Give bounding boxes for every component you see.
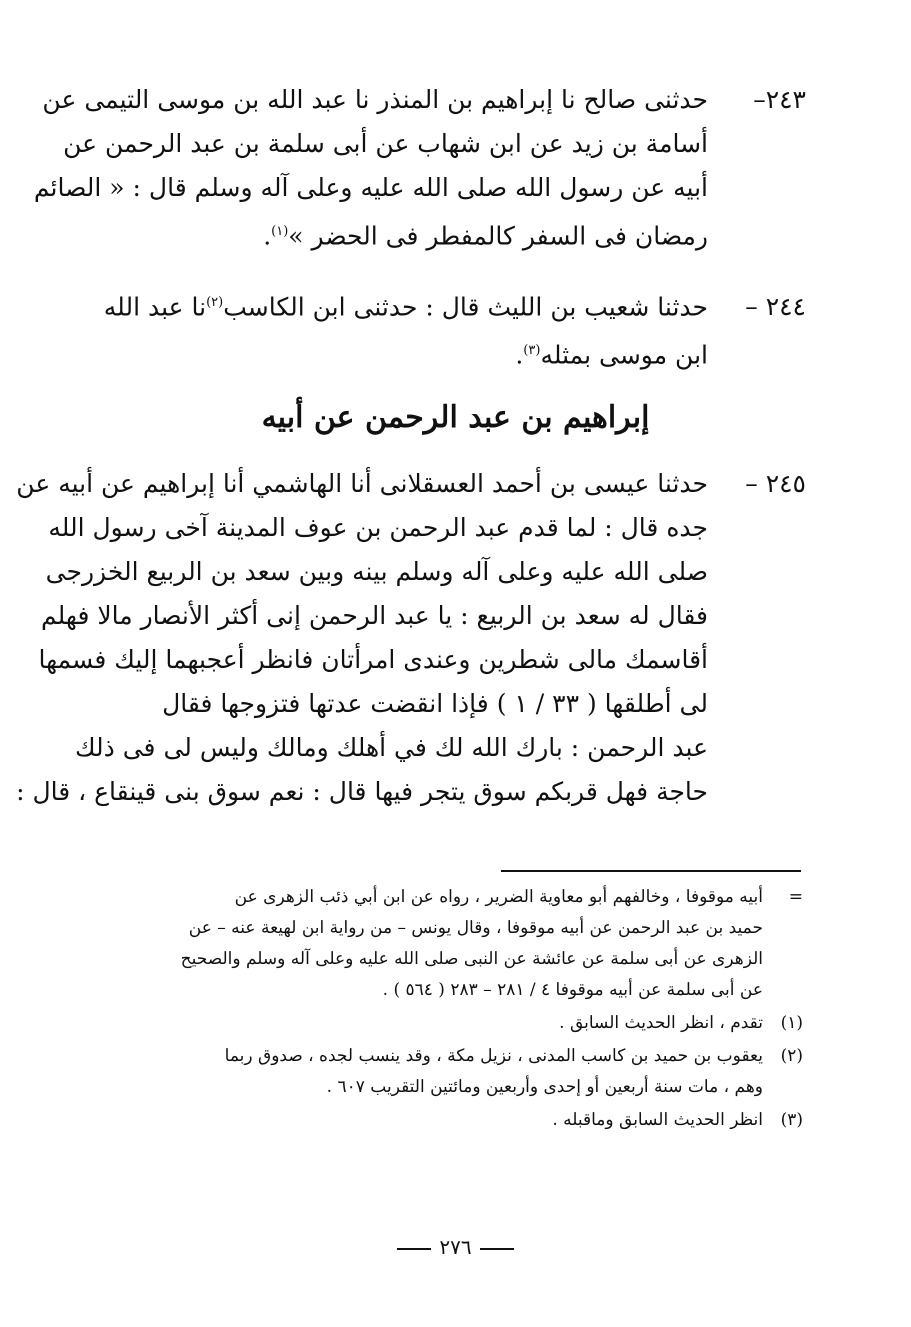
footnote-line: عن أبى سلمة عن أبيه موقوفا ٤ / ٢٨١ – ٢٨٣ ( ٥٦٤ ) .: [382, 980, 763, 1000]
footnote-separator: [501, 870, 801, 872]
text-line: حدثنى صالح نا إبراهيم بن المنذر نا عبد الله بن موسى التيمى عن: [42, 85, 708, 114]
footnote-ref: (٣): [523, 343, 541, 359]
full-stop: .: [515, 340, 524, 370]
footnote-2: [103, 1041, 803, 1103]
text-line: أبيه عن رسول الله صلى الله عليه وعلى آله وسلم قال : « الصائم: [33, 173, 708, 202]
text-segment: حدثنا شعيب بن الليث قال : حدثنى ابن الكاسب: [223, 292, 708, 322]
text-line: أسامة بن زيد عن ابن شهاب عن أبى سلمة بن عبد الرحمن عن: [63, 129, 708, 158]
footnote-marker: =: [788, 887, 803, 907]
footnote-marker: (٢): [780, 1046, 803, 1066]
dash-left: [397, 1248, 431, 1250]
footnote-continued: [103, 882, 803, 1006]
text-line: حدثنا عيسى بن أحمد العسقلانى أنا الهاشمي أنا إبراهيم عن أبيه عن: [16, 469, 708, 498]
footnote-3: [103, 1105, 803, 1136]
hadith-number: ٢٤٣–: [753, 85, 806, 114]
footnote-line: أبيه موقوفا ، وخالفهم أبو معاوية الضرير ، رواه عن ابن أبي ذئب الزهرى عن: [234, 887, 763, 907]
page-number: ٢٧٦: [439, 1235, 472, 1259]
text-line: ابن موسى بمثله: [540, 340, 708, 370]
footnote-line: يعقوب بن حميد بن كاسب المدنى ، نزيل مكة ، وقد ينسب لجده ، صدوق ربما: [224, 1046, 763, 1066]
full-stop: .: [263, 221, 272, 251]
text-line: لى أطلقها ( ٣٣ / ١ ) فإذا انقضت عدتها فتزوجها فقال: [162, 689, 708, 718]
footnote-line: انظر الحديث السابق وماقبله .: [552, 1110, 763, 1130]
footnote-line: الزهرى عن أبى سلمة عن عائشة عن النبى صلى الله عليه وعلى آله وسلم والصحيح: [180, 949, 763, 969]
text-line: رمضان فى السفر كالمفطر فى الحضر »: [288, 221, 708, 251]
footnote-line: تقدم ، انظر الحديث السابق .: [559, 1013, 763, 1033]
text-line: حاجة فهل قربكم سوق يتجر فيها قال : نعم سوق بنى قينقاع ، قال :: [16, 777, 708, 806]
page-number-footer: [0, 1235, 911, 1259]
hadith-244: [103, 281, 806, 378]
text-line: أقاسمك مالى شطرين وعندى امرأتان فانظر أعجبهما إليك فسمها: [38, 645, 708, 674]
hadith-number: ٢٤٤ –: [745, 292, 806, 322]
footnote-ref: (١): [271, 224, 289, 239]
section-heading: إبراهيم بن عبد الرحمن عن أبيه: [261, 400, 650, 435]
text-segment: نا عبد الله: [103, 292, 207, 322]
hadith-243: [33, 78, 806, 258]
footnotes: [103, 882, 803, 1136]
footnote-marker: (٣): [780, 1110, 803, 1130]
text-line: جده قال : لما قدم عبد الرحمن بن عوف المدينة آخى رسول الله: [48, 513, 708, 542]
hadith-number: ٢٤٥ –: [745, 469, 806, 498]
footnote-ref: (٢): [206, 295, 224, 310]
hadith-245: [16, 462, 806, 814]
footnote-1: [103, 1008, 803, 1039]
text-line: عبد الرحمن : بارك الله لك في أهلك ومالك وليس لى فى ذلك: [74, 733, 708, 762]
footnote-line: حميد بن عبد الرحمن عن أبيه موقوفا ، وقال يونس – من رواية ابن لهيعة عنه – عن: [188, 918, 763, 938]
text-line: صلى الله عليه وعلى آله وسلم بينه وبين سعد بن الربيع الخزرجى: [45, 557, 708, 586]
dash-right: [480, 1248, 514, 1250]
footnote-marker: (١): [780, 1013, 803, 1033]
footnote-line: وهم ، مات سنة أربعين أو إحدى وأربعين ومائتين التقريب ٦٠٧ .: [326, 1077, 763, 1097]
text-line: فقال له سعد بن الربيع : يا عبد الرحمن إنى أكثر الأنصار مالا فهلم: [41, 601, 708, 630]
